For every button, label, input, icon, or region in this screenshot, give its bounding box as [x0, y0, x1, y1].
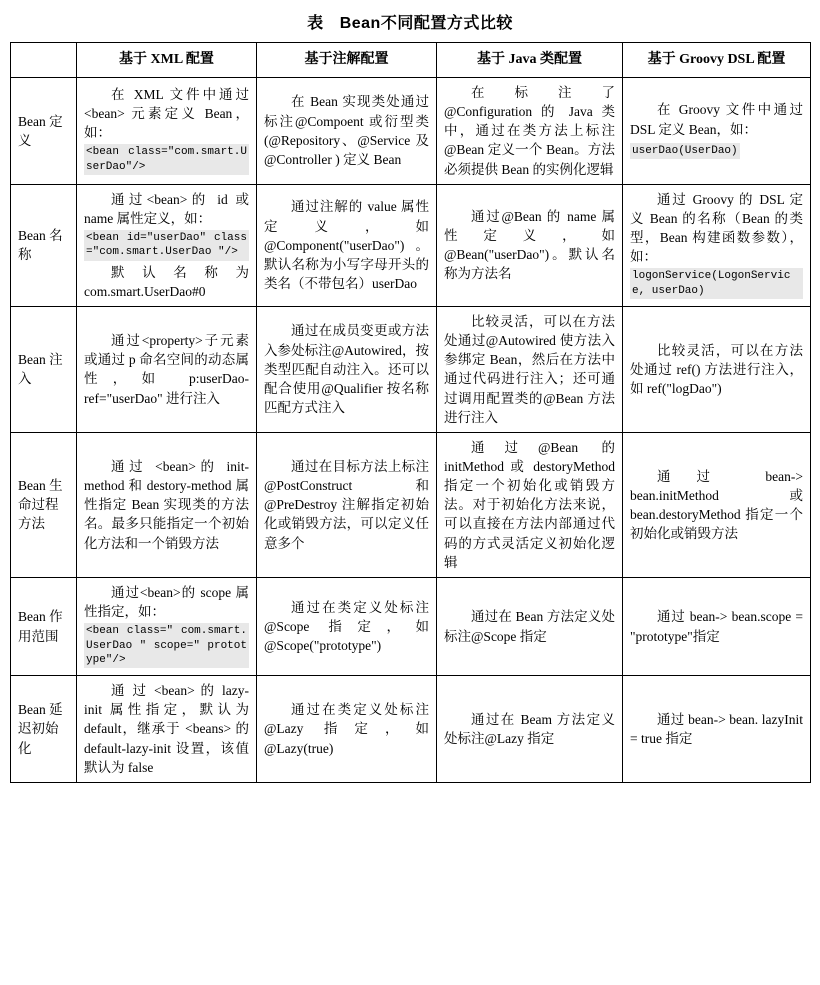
cell-injection-xml [77, 306, 257, 432]
cell-text: 通过在 Bean 方法定义处标注@Scope 指定 [444, 609, 615, 644]
cell-name-javaclass [437, 184, 623, 306]
table-row [11, 676, 811, 783]
row-header-bean-lifecycle: Bean 生命过程方法 [11, 432, 77, 577]
cell-text: 在 Bean 实现类处通过标注@Compoent 或衍型类(@Repository、@Service 及 @Controller ) 定义 Bean [264, 94, 429, 167]
cell-definition-annotation [257, 77, 437, 184]
cell-definition-xml [77, 77, 257, 184]
cell-text: 通过@Bean 的 initMethod 或 destoryMethod 指定一个初始化或销毁方法。对于初始化方法来说，可以直接在方法内部通过代码的方式灵活定义初始化逻辑 [444, 439, 615, 570]
cell-code: <bean id="userDao" class="com.smart.UserDao "/> [84, 230, 249, 261]
cell-text: 通过 Groovy 的 DSL 定义 Bean 的名称（Bean 的类型，Bean 构建函数参数），如： [630, 191, 803, 265]
cell-text: 通过<bean>的 id 或 name 属性定义，如： [84, 191, 249, 226]
cell-definition-groovydsl [623, 77, 811, 184]
cell-text: 通 过 <bean> 的 lazy-init 属性指定，默认为 default，继承于 <beans> 的 default-lazy-init 设置，该值默认为 false [84, 683, 249, 775]
cell-lazyinit-annotation [257, 676, 437, 783]
cell-text: 通过 bean-> bean. lazyInit = true 指定 [630, 711, 803, 746]
row-header-bean-scope: Bean 作用范围 [11, 577, 77, 675]
cell-scope-groovydsl [623, 577, 811, 675]
column-header-groovydsl: 基于 Groovy DSL 配置 [623, 43, 811, 78]
cell-text: 通过 bean-> bean.initMethod 或 bean.destoryMethod 指定一个初始化或销毁方法 [630, 468, 803, 542]
row-header-bean-name: Bean 名称 [11, 184, 77, 306]
cell-text: 通过在类定义处标注@Scope 指定，如@Scope("prototype") [264, 599, 429, 654]
cell-scope-javaclass [437, 577, 623, 675]
cell-injection-annotation [257, 306, 437, 432]
cell-text: 通过注解的 value 属性定义，如@Component("userDao")。默认名称为小写字母开头的类名（不带包名）userDao [264, 199, 429, 291]
cell-text: 通过 bean-> bean.scope = "prototype"指定 [630, 609, 803, 644]
cell-scope-xml [77, 577, 257, 675]
cell-text: 在 XML 文件中通过 <bean> 元素定义 Bean，如： [84, 86, 249, 141]
cell-text: 通过在成员变更或方法入参处标注@Autowired，按类型匹配自动注入。还可以配合使用@Qualifier 按名称匹配方式注入 [264, 323, 429, 416]
cell-name-annotation [257, 184, 437, 306]
table-header-row [11, 43, 811, 78]
cell-name-xml [77, 184, 257, 306]
cell-text: 通过在目标方法上标注 @PostConstruct 和 @PreDestroy 注解指定初始化或销毁方法，可以定义任意多个 [264, 458, 429, 551]
table-row [11, 432, 811, 577]
comparison-table [10, 42, 811, 783]
cell-lazyinit-xml [77, 676, 257, 783]
cell-text: 比较灵活，可以在方法处通过@Autowired 使方法入参绑定 Bean，然后在方法中通过代码进行注入；还可通过调用配置类的@Bean 方法进行注入 [444, 313, 615, 425]
cell-text-secondary: 默认名称为 com.smart.UserDao#0 [84, 264, 249, 299]
cell-lazyinit-javaclass [437, 676, 623, 783]
table-caption [10, 10, 810, 33]
cell-text: 在 Groovy 文件中通过 DSL 定义 Bean，如： [630, 102, 803, 137]
cell-code: userDao(UserDao) [630, 143, 740, 159]
cell-lifecycle-groovydsl [623, 432, 811, 577]
cell-name-groovydsl [623, 184, 811, 306]
caption-label: 表 [307, 15, 324, 32]
cell-code: <bean class=" com.smart.UserDao " scope=" prototype"/> [84, 623, 249, 668]
column-header-corner [11, 43, 77, 78]
table-row [11, 306, 811, 432]
cell-definition-javaclass [437, 77, 623, 184]
cell-lifecycle-javaclass [437, 432, 623, 577]
cell-text: 通过 <bean>的 init-method 和 destory-method 属性指定 Bean 实现类的方法名。最多只能指定一个初始化方法和一个销毁方法 [84, 458, 249, 551]
cell-scope-annotation [257, 577, 437, 675]
cell-text: 通过<bean>的 scope 属性指定，如： [84, 584, 249, 620]
cell-code: <bean class="com.smart.UserDao"/> [84, 144, 249, 175]
cell-text: 通过@Bean 的 name 属性定义，如@Bean("userDao")。默认名称为方法名 [444, 208, 615, 282]
cell-text: 通过在 Beam 方法定义处标注@Lazy 指定 [444, 711, 615, 746]
row-header-bean-lazy-init: Bean 延迟初始化 [11, 676, 77, 783]
cell-text: 在标注了 @Configuration 的 Java 类中，通过在类方法上标注 @Bean 定义一个 Bean。方法必须提供 Bean 的实例化逻辑 [444, 84, 615, 177]
cell-text: 比较灵活，可以在方法处通过 ref() 方法进行注入，如 ref("logDao") [630, 342, 803, 396]
table-row [11, 577, 811, 675]
caption-title: Bean不同配置方式比较 [339, 15, 513, 32]
cell-code: logonService(LogonService, userDao) [630, 268, 803, 299]
table-row [11, 77, 811, 184]
cell-text: 通过在类定义处标注@Lazy 指定，如@Lazy(true) [264, 702, 429, 756]
column-header-xml: 基于 XML 配置 [77, 43, 257, 78]
column-header-annotation: 基于注解配置 [257, 43, 437, 78]
column-header-javaclass: 基于 Java 类配置 [437, 43, 623, 78]
row-header-bean-definition: Bean 定义 [11, 77, 77, 184]
cell-injection-groovydsl [623, 306, 811, 432]
cell-injection-javaclass [437, 306, 623, 432]
cell-lifecycle-xml [77, 432, 257, 577]
cell-lifecycle-annotation [257, 432, 437, 577]
cell-text: 通过<property>子元素或通过 p 命名空间的动态属性，如 p:userDao-ref="userDao" 进行注入 [84, 333, 249, 406]
table-row [11, 184, 811, 306]
row-header-bean-injection: Bean 注入 [11, 306, 77, 432]
cell-lazyinit-groovydsl [623, 676, 811, 783]
